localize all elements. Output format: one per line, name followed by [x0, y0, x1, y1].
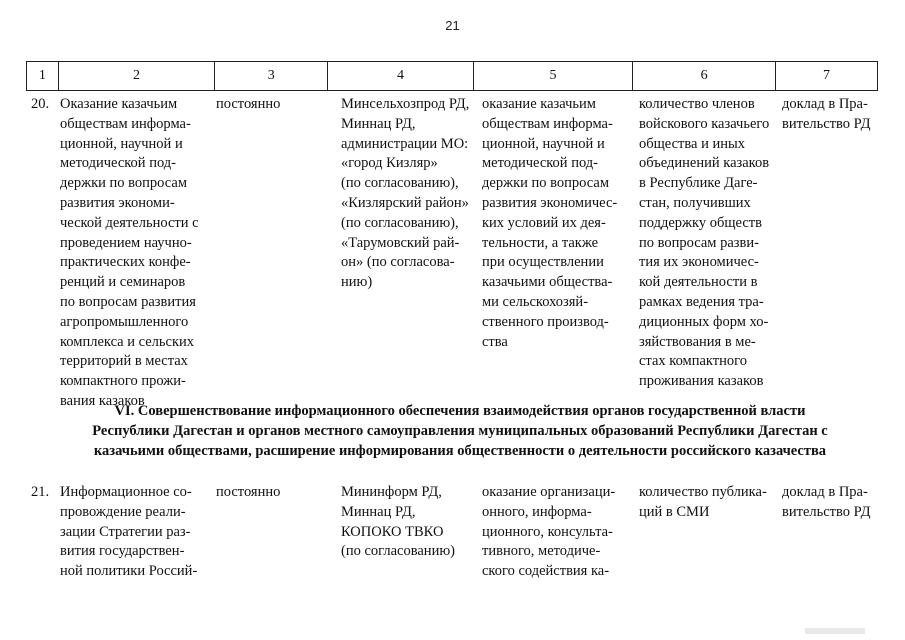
- result-cell: оказание организаци- онного, информа- ционного, консульта- тивного, методиче- ского содействия ка-: [482, 484, 616, 580]
- indicator-cell: количество членов войскового казачьего общества и иных объединений казаков в Республике Даге- стан, получивших поддержку обществ по вопросам разви- тия их экономичес- кой деятельности в рамках ведения тра- диционных форм хо- зяйствования в ме- стах компактного проживания казаков: [639, 96, 770, 390]
- section-heading-line-3: казачьими обществами, расширение информирования общественности о деятельности российского казачества: [93, 443, 827, 459]
- term-cell: постоянно: [216, 484, 281, 500]
- executors-cell: Минсельхозпрод РД, Миннац РД, администрации МО: «город Кизляр» (по согласованию), «Кизлярский район» (по согласованию), «Тарумовский рай- он» (по согласова- нию): [341, 96, 470, 291]
- term-cell: постоянно: [216, 96, 281, 112]
- header-col-1: 1: [26, 62, 58, 90]
- row-number: 20.: [31, 96, 50, 112]
- table-header-row: [26, 61, 878, 91]
- indicator-cell: количество публика- ций в СМИ: [639, 484, 767, 520]
- section-heading: [50, 401, 870, 461]
- section-heading-line-1: VI. Совершенствование информационного обеспечения взаимодействия органов государственной власти: [114, 403, 806, 419]
- measure-cell: Оказание казачьим обществам информа- ционной, научной и методической под- держки по вопросам развития экономи- ческой деятельности с проведением научно- практических конфе- ренций и семинаров по вопросам развития агропромышленного комплекса и сельских территорий в местах компактного прожи- вания казаков: [60, 96, 199, 409]
- measure-cell: Информационное со- провождение реали- зации Стратегии раз- вития государствен- ной политики Россий-: [60, 484, 198, 580]
- header-col-7: 7: [775, 62, 878, 90]
- header-col-5: 5: [473, 62, 633, 90]
- page-number: 21: [445, 18, 460, 33]
- header-col-6: 6: [632, 62, 775, 90]
- header-col-4: 4: [327, 62, 473, 90]
- section-heading-line-2: Республики Дагестан и органов местного самоуправления муниципальных образований Республики Дагестан с: [92, 423, 828, 439]
- row-number: 21.: [31, 484, 50, 500]
- executors-cell: Мининформ РД, Миннац РД, КОПОКО ТВКО (по согласованию): [341, 484, 455, 560]
- header-col-3: 3: [214, 62, 327, 90]
- table-row: [26, 95, 878, 412]
- header-col-2: 2: [58, 62, 215, 90]
- result-cell: оказание казачьим обществам информа- ционной, научной и методической под- держки по вопросам развития экономичес- ких условий их дея- тельности, а также при осуществлении казачьими общества- ми сельскохозяй- ственного производ- ства: [482, 96, 618, 350]
- scan-artifact: [805, 628, 865, 634]
- reporting-cell: доклад в Пра- вительство РД: [782, 484, 871, 520]
- table-row: [26, 483, 878, 582]
- reporting-cell: доклад в Пра- вительство РД: [782, 96, 871, 132]
